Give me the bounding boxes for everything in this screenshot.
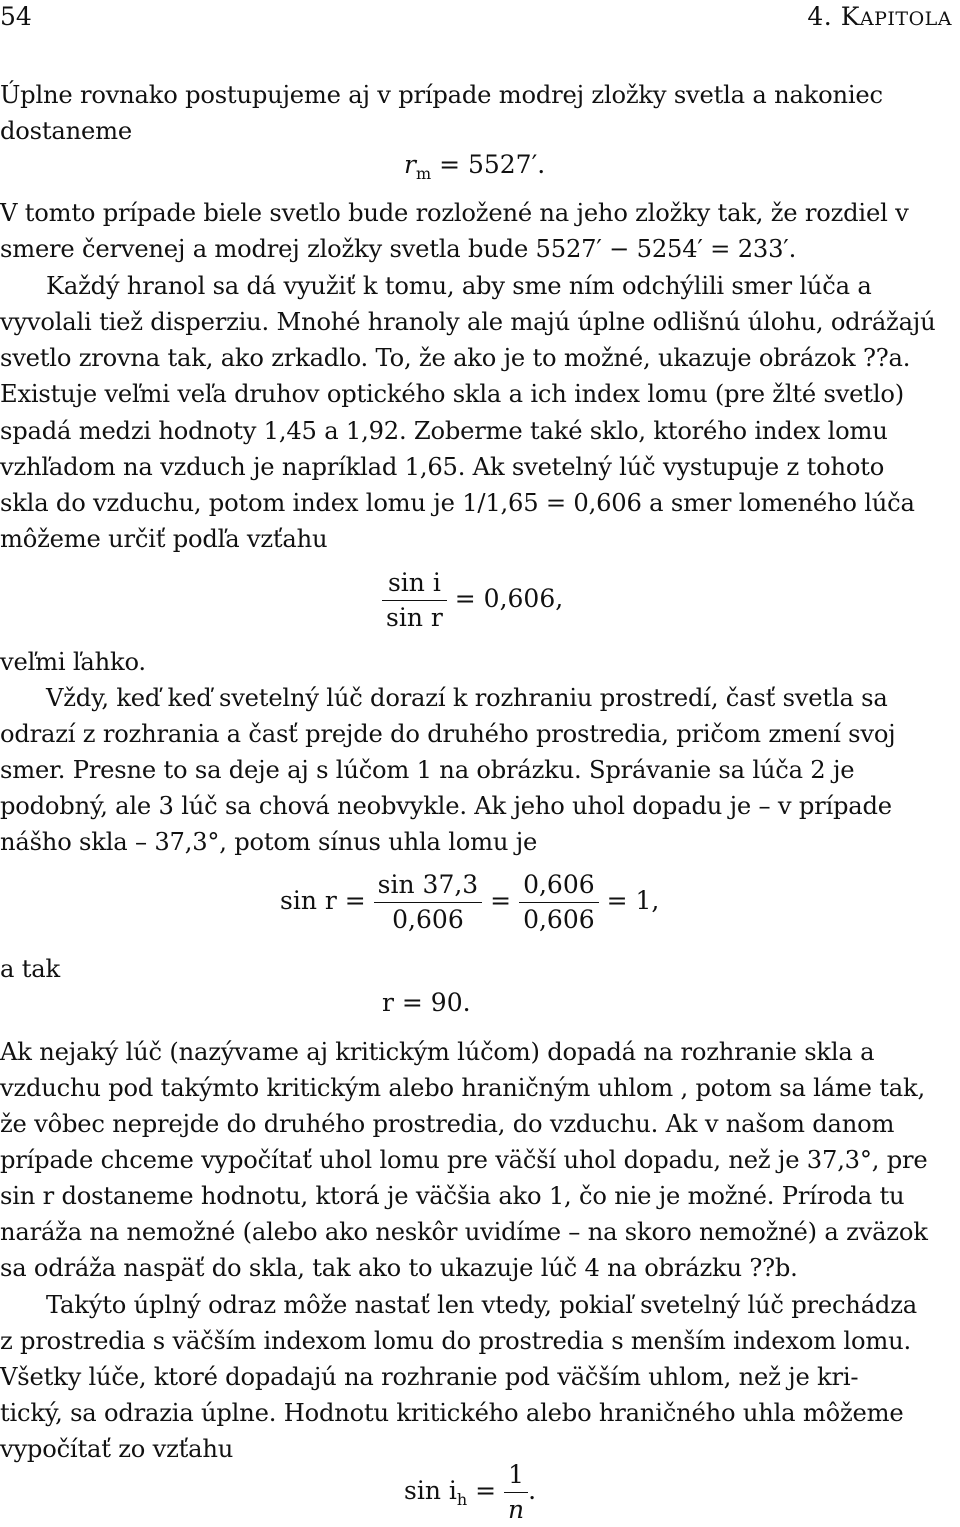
fraction xyxy=(374,868,483,937)
chapter-rest: APITOLA xyxy=(859,8,952,30)
text-line: vypočítať zo vzťahu xyxy=(0,1435,234,1463)
text-line: V tomto prípade biele svetlo bude rozložené na jeho zložky tak, že rozdiel v xyxy=(0,199,909,227)
fraction-numerator: sin 37,3 xyxy=(374,868,483,903)
text-line: dostaneme xyxy=(0,117,132,145)
eq-sign: = xyxy=(490,886,512,915)
page-number: 54 xyxy=(0,2,32,31)
eq-subscript: h xyxy=(456,1490,468,1509)
fraction-denominator: 0,606 xyxy=(523,905,595,934)
fraction xyxy=(519,868,599,937)
eq-value: = 0,606, xyxy=(454,584,564,613)
text-line: skla do vzduchu, potom index lomu je 1/1,65 = 0,606 a smer lomeného lúča xyxy=(0,489,915,517)
eq-subscript: m xyxy=(415,164,432,183)
eq-period: . xyxy=(528,1476,537,1505)
text-line: tický, sa odrazia úplne. Hodnotu kritického alebo hraničného uhla môžeme xyxy=(0,1399,904,1427)
text-line: smer. Presne to sa deje aj s lúčom 1 na obrázku. Správanie sa lúča 2 je xyxy=(0,756,855,784)
text-line: smere červenej a modrej zložky svetla bude 5527′ − 5254′ = 233′. xyxy=(0,235,797,263)
equation-r-m xyxy=(404,150,545,183)
text-line: podobný, ale 3 lúč sa chová neobvykle. Ak jeho uhol dopadu je – v prípade xyxy=(0,792,892,820)
text-line: svetlo zrovna tak, ako zrkadlo. To, že ako je to možné, ukazuje obrázok ??a. xyxy=(0,344,911,372)
chapter-header xyxy=(807,2,952,31)
fraction-numerator: 0,606 xyxy=(519,868,599,903)
text-line: vzduchu pod takýmto kritickým alebo hraničným uhlom , potom sa láme tak, xyxy=(0,1074,925,1102)
equation-r-90: r = 90. xyxy=(382,988,471,1017)
eq-value: = 5527′. xyxy=(431,150,546,179)
eq-lhs: sin r = xyxy=(280,886,366,915)
text-line: Ak nejaký lúč (nazývame aj kritickým lúčom) dopadá na rozhranie skla a xyxy=(0,1038,875,1066)
text-line: že vôbec neprejde do druhého prostredia, do vzduchu. Ak v našom danom xyxy=(0,1110,895,1138)
chapter-number: 4. xyxy=(807,2,841,31)
fraction xyxy=(504,1458,528,1527)
text-line: odrazí z rozhrania a časť prejde do druhého prostredia, pričom zmení svoj xyxy=(0,720,896,748)
text-line: Každý hranol sa dá využiť k tomu, aby sme ním odchýlili smer lúča a xyxy=(46,272,872,300)
text-line: prípade chceme vypočítať uhol lomu pre väčší uhol dopadu, než je 37,3°, pre xyxy=(0,1146,928,1174)
text-line: sin r dostaneme hodnotu, ktorá je väčšia ako 1, čo nie je možné. Príroda tu xyxy=(0,1182,905,1210)
fraction xyxy=(382,566,447,635)
text-line: naráža na nemožné (alebo ako neskôr uvidíme – na skoro nemožné) a zväzok xyxy=(0,1218,928,1246)
text-line: nášho skla – 37,3°, potom sínus uhla lomu je xyxy=(0,828,538,856)
fraction-numerator: sin i xyxy=(382,566,447,601)
text-line: môžeme určiť podľa vzťahu xyxy=(0,525,328,553)
text-line: sa odráža naspäť do skla, tak ako to ukazuje lúč 4 na obrázku ??b. xyxy=(0,1254,798,1282)
equation-sin-r xyxy=(280,868,659,937)
eq-symbol: r xyxy=(404,150,416,179)
equation-snell xyxy=(382,566,563,635)
text-line: Vždy, keď keď svetelný lúč dorazí k rozhraniu prostredí, časť svetla sa xyxy=(46,684,888,712)
text-line: Všetky lúče, ktoré dopadajú na rozhranie pod väčším uhlom, než je kri- xyxy=(0,1363,859,1391)
text-line: Úplne rovnako postupujeme aj v prípade modrej zložky svetla a nakoniec xyxy=(0,81,883,109)
eq-lhs: sin i xyxy=(404,1476,457,1505)
eq-sign: = xyxy=(467,1476,505,1505)
text-line: Existuje veľmi veľa druhov optického skla a ich index lomu (pre žlté svetlo) xyxy=(0,380,904,408)
fraction-denominator: 0,606 xyxy=(392,905,464,934)
text-line: vyvolali tiež disperziu. Mnohé hranoly ale majú úplne odlišnú úlohu, odrážajú xyxy=(0,308,936,336)
fraction-denominator: sin r xyxy=(386,603,443,632)
text-line: z prostredia s väčším indexom lomu do prostredia s menším indexom lomu. xyxy=(0,1327,911,1355)
text-line: veľmi ľahko. xyxy=(0,648,146,676)
text-line: vzhľadom na vzduch je napríklad 1,65. Ak svetelný lúč vystupuje z tohoto xyxy=(0,453,885,481)
equation-critical-angle xyxy=(404,1458,536,1527)
text-line: spadá medzi hodnoty 1,45 a 1,92. Zoberme také sklo, ktorého index lomu xyxy=(0,417,888,445)
chapter-initial: K xyxy=(840,2,860,31)
fraction-denominator: n xyxy=(508,1495,525,1524)
text-line: Takýto úplný odraz môže nastať len vtedy, pokiaľ svetelný lúč prechádza xyxy=(46,1291,917,1319)
fraction-numerator: 1 xyxy=(504,1458,528,1493)
text-line: a tak xyxy=(0,955,60,983)
eq-value: = 1, xyxy=(606,886,660,915)
